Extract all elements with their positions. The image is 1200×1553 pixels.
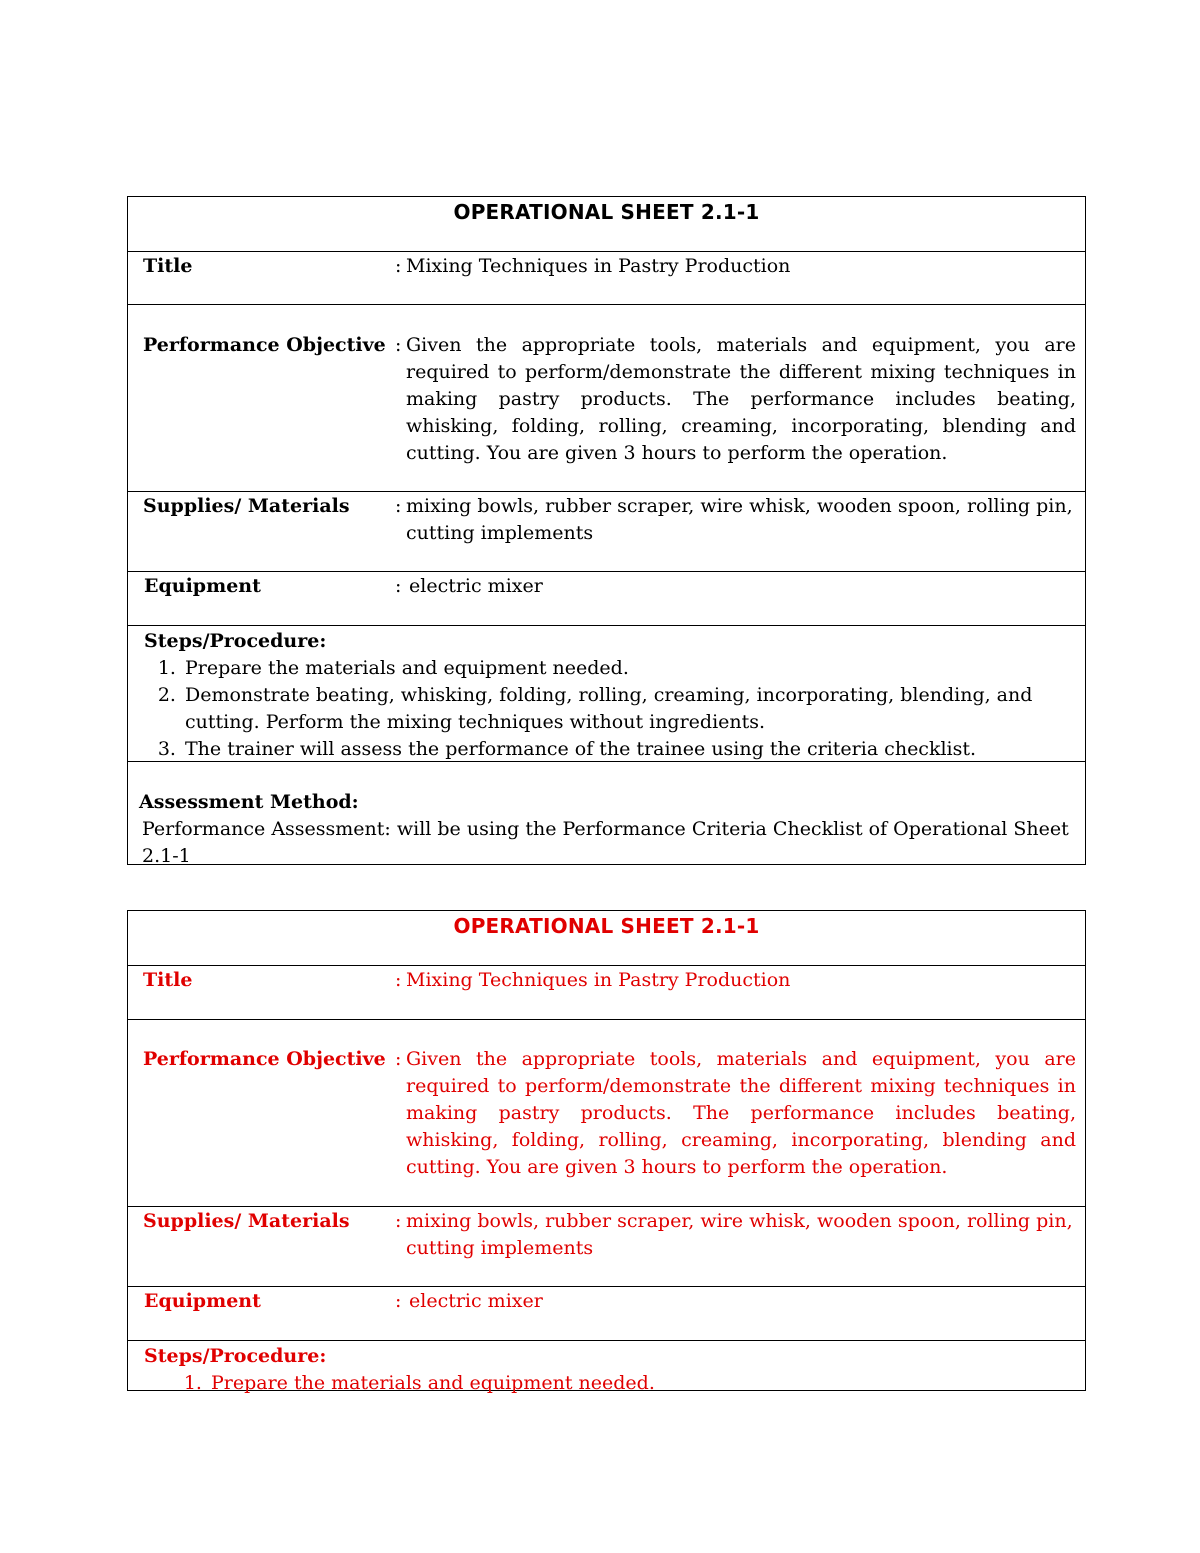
title-label: Title <box>143 255 193 277</box>
steps-section <box>128 625 1085 761</box>
objective-value: Given the appropriate tools, materials and equipment, you are required to perform/demonstrate the different mixing techniques in making pastry products. The performance includes beating, whisking, folding, rolling, creaming, incorporating, blending and cutting. You are given 3 hours to perform the operation. <box>406 1048 1076 1178</box>
objective-separator: : <box>395 334 402 356</box>
steps-list <box>144 1370 1069 1397</box>
equipment-value: electric mixer <box>409 1290 543 1312</box>
steps-label: Steps/Procedure: <box>144 630 327 652</box>
supplies-value: mixing bowls, rubber scraper, wire whisk, wooden spoon, rolling pin, cutting implements <box>406 1210 1073 1259</box>
title-value: Mixing Techniques in Pastry Production <box>406 969 791 991</box>
operational-sheet-2 <box>127 910 1086 1394</box>
supplies-separator: : <box>395 495 402 517</box>
title-row <box>128 965 1085 1019</box>
title-label: Title <box>143 969 193 991</box>
objective-separator: : <box>395 1048 402 1070</box>
objective-label: Performance Objective <box>143 334 386 356</box>
assessment-value: Performance Assessment: will be using the Performance Criteria Checklist of Operational Sheet 2.1-1 <box>142 818 1069 867</box>
supplies-row <box>128 491 1085 571</box>
title-separator: : <box>395 255 402 277</box>
operational-sheet-1 <box>127 196 1086 865</box>
equipment-separator: : <box>395 1290 402 1312</box>
step-item: 3. The trainer will assess the performance of the trainee using the criteria checklist. <box>182 736 1069 763</box>
equipment-row <box>128 571 1085 625</box>
step-item: 1. Prepare the materials and equipment needed. <box>182 655 1069 682</box>
title-separator: : <box>395 969 402 991</box>
supplies-label: Supplies/ Materials <box>143 1210 350 1232</box>
objective-value: Given the appropriate tools, materials and equipment, you are required to perform/demonstrate the different mixing techniques in making pastry products. The performance includes beating, whisking, folding, rolling, creaming, incorporating, blending and cutting. You are given 3 hours to perform the operation. <box>406 334 1076 464</box>
equipment-value: electric mixer <box>409 575 543 597</box>
title-value: Mixing Techniques in Pastry Production <box>406 255 791 277</box>
supplies-label: Supplies/ Materials <box>143 495 350 517</box>
equipment-separator: : <box>395 575 402 597</box>
objective-row <box>128 304 1085 491</box>
supplies-value: mixing bowls, rubber scraper, wire whisk, wooden spoon, rolling pin, cutting implements <box>406 495 1073 544</box>
steps-list <box>144 655 1069 763</box>
equipment-row <box>128 1286 1085 1340</box>
step-item: 1. Prepare the materials and equipment needed. <box>208 1370 1069 1397</box>
assessment-section <box>128 761 1085 868</box>
equipment-label: Equipment <box>144 575 261 597</box>
steps-label: Steps/Procedure: <box>144 1345 327 1367</box>
steps-section <box>128 1340 1085 1392</box>
sheet-heading: OPERATIONAL SHEET 2.1-1 <box>453 914 760 938</box>
objective-row <box>128 1019 1085 1206</box>
assessment-label: Assessment Method: <box>139 791 359 813</box>
equipment-label: Equipment <box>144 1290 261 1312</box>
supplies-separator: : <box>395 1210 402 1232</box>
title-row <box>128 251 1085 304</box>
supplies-row <box>128 1206 1085 1286</box>
objective-label: Performance Objective <box>143 1048 386 1070</box>
sheet-heading: OPERATIONAL SHEET 2.1-1 <box>453 200 760 224</box>
step-item: 2. Demonstrate beating, whisking, folding, rolling, creaming, incorporating, blending, and cutting. Perform the mixing techniques without ingredients. <box>182 682 1069 736</box>
